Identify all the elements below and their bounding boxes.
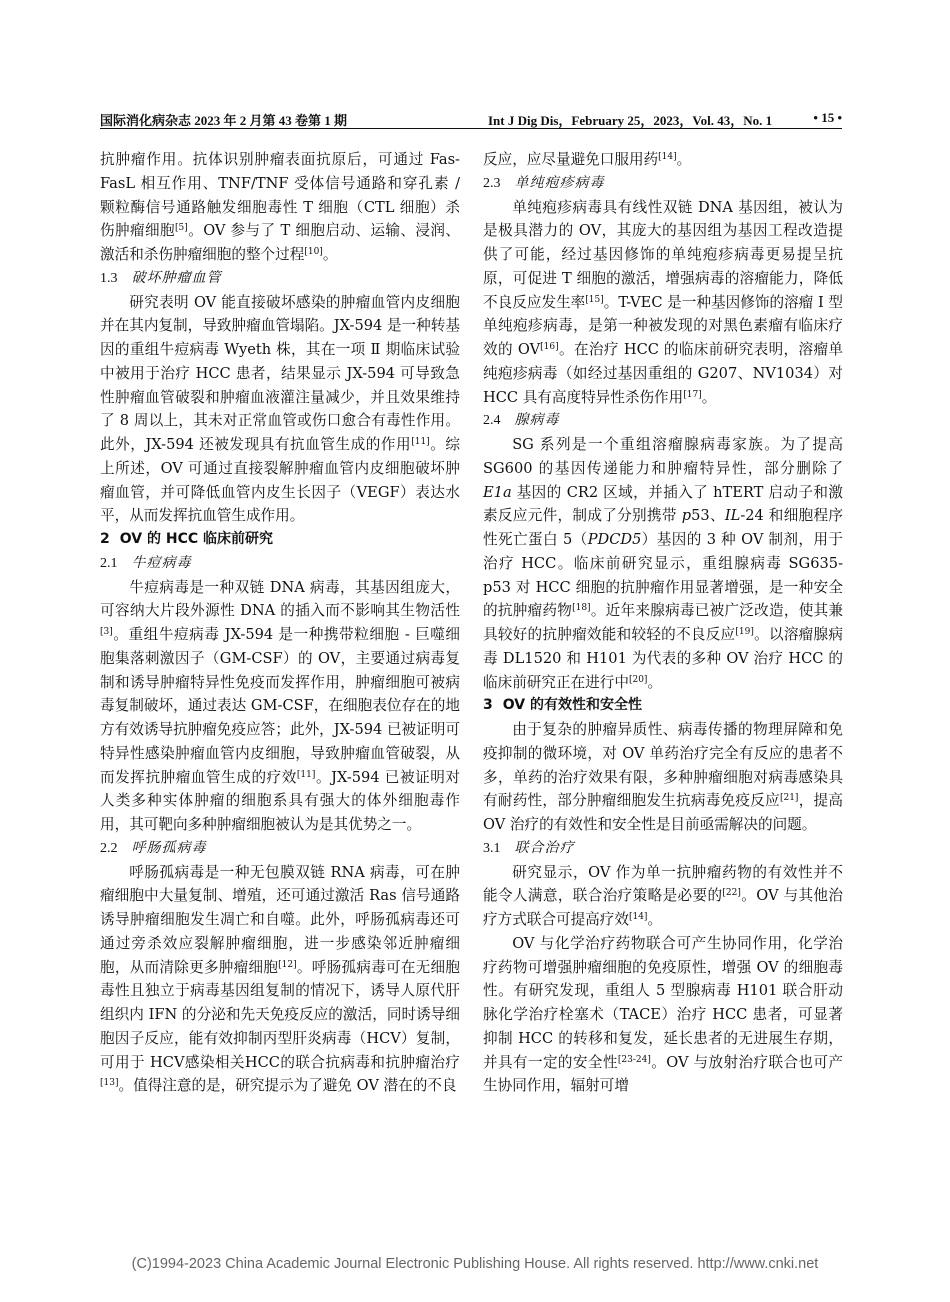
paragraph: 抗肿瘤作用。抗体识别肿瘤表面抗原后，可通过 Fas-FasL 相互作用、TNF/TNF 受体信号通路和穿孔素 / 颗粒酶信号通路触发细胞毒性 T 细胞（CTL 细胞）杀伤肿瘤细胞[5]。OV 参与了 T 细胞启动、运输、浸润、激活和杀伤肿瘤细胞的整个过程[10]。 bbox=[100, 151, 460, 263]
header-rule bbox=[100, 128, 842, 129]
section-heading-3: 3 OV 的有效性和安全性 bbox=[483, 697, 642, 714]
citation[interactable]: [5] bbox=[175, 223, 188, 234]
citation[interactable]: [16] bbox=[540, 342, 559, 352]
citation[interactable]: [15] bbox=[585, 294, 604, 305]
citation[interactable]: [12] bbox=[278, 959, 297, 970]
page-number: • 15 • bbox=[813, 110, 842, 125]
section-heading-2-3: 2.3 单纯疱疹病毒 bbox=[483, 174, 605, 191]
paragraph: 研究显示，OV 作为单一抗肿瘤药物的有效性并不能令人满意，联合治疗策略是必要的[22]。OV 与其他治疗方式联合可提高疗效[14]。 bbox=[483, 863, 843, 928]
citation[interactable]: [17] bbox=[683, 389, 702, 400]
gene-name: IL bbox=[724, 507, 741, 525]
citation[interactable]: [20] bbox=[628, 674, 648, 685]
running-header bbox=[100, 110, 842, 128]
citation[interactable]: [11] bbox=[296, 769, 316, 780]
gene-name: E1a bbox=[483, 483, 512, 501]
citation[interactable]: [22] bbox=[722, 888, 741, 899]
section-heading-2-2: 2.2 呼肠孤病毒 bbox=[100, 839, 207, 856]
section-heading-3-1: 3.1 联合治疗 bbox=[483, 839, 575, 856]
paragraph: SG 系列是一个重组溶瘤腺病毒家族。为了提高 SG600 的基因传递能力和肿瘤特异性，部分删除了 E1a 基因的 CR2 区域，并插入了 hTERT 启动子和激素反应元件，制成了分别携带 p53、IL-24 和细胞程序性死亡蛋白 5（PDCD5）基因的 3 种 OV 制剂，用于治疗 HCC。临床前研究显示，重组腺病毒 SG635-p53 对 HCC 细胞的抗肿瘤作用显著增强，是一种安全的抗肿瘤药物[18]。近年来腺病毒已被广泛改造，使其兼具较好的抗肿瘤效能和较轻的不良反应[19]。以溶瘤腺病毒 DL1520 和 H101 为代表的多种 OV 治疗 HCC 的临床前研究正在进行中[20]。 bbox=[483, 436, 844, 691]
left-column bbox=[100, 148, 460, 1098]
citation[interactable]: [3] bbox=[100, 627, 113, 637]
citation[interactable]: [10] bbox=[304, 247, 323, 257]
section-heading-1-3: 1.3 破坏肿瘤血管 bbox=[100, 269, 222, 286]
journal-title-cn: 国际消化病杂志 2023 年 2 月第 43 卷第 1 期 bbox=[100, 113, 348, 128]
section-heading-2-4: 2.4 腺病毒 bbox=[483, 412, 560, 429]
citation[interactable]: [14] bbox=[628, 912, 648, 922]
citation[interactable]: [21] bbox=[779, 793, 799, 804]
paragraph: OV 与化学治疗药物联合可产生协同作用，化学治疗药物可增强肿瘤细胞的免疫原性，增强 OV 的细胞毒性。有研究发现，重组人 5 型腺病毒 H101 联合肝动脉化学治疗栓塞术（TACE）治疗 HCC 患者，可显著抑制 HCC 的转移和复发，延长患者的无进展生存期，并具有一定的安全性[23-24]。OV 与放射治疗联合也可产生协同作用，辐射可增 bbox=[483, 934, 843, 1095]
paragraph: 牛痘病毒是一种双链 DNA 病毒，其基因组庞大，可容纳大片段外源性 DNA 的插入而不影响其生物活性[3]。重组牛痘病毒 JX-594 是一种携带粒细胞 - 巨噬细胞集落刺激因子（GM-CSF）的 OV，主要通过病毒复制和诱导肿瘤特异性免疫而发挥作用，肿瘤细胞可被病毒复制破坏，通过表达 GM-CSF，在细胞表位存在的地方有效诱导抗肿瘤免疫应答；此外，JX-594 已被证明可特异性感染肿瘤血管内皮细胞，导致肿瘤血管破裂，从而发挥抗肿瘤血管生成的疗效[11]。JX-594 已被证明对人类多种实体肿瘤的细胞系具有强大的体外细胞毒作用，其可靶向多种肿瘤细胞被认为是其优势之一。 bbox=[100, 578, 460, 833]
paragraph: 反应，应尽量避免口服用药[14]。 bbox=[483, 151, 692, 168]
citation[interactable]: [19] bbox=[735, 627, 754, 637]
citation[interactable]: [23-24] bbox=[617, 1054, 651, 1065]
paragraph: 由于复杂的肿瘤异质性、病毒传播的物理屏障和免疫抑制的微环境，对 OV 单药治疗完全有反应的患者不多，单药的治疗效果有限，多种肿瘤细胞对病毒感染具有耐药性，部分肿瘤细胞发生抗病毒免疫反应[21]，提高 OV 治疗的有效性和安全性是目前亟需解决的问题。 bbox=[483, 721, 843, 833]
citation[interactable]: [13] bbox=[100, 1078, 119, 1089]
copyright-footer: (C)1994-2023 China Academic Journal Electronic Publishing House. All rights reserved. http://www.cnki.net bbox=[131, 1256, 819, 1272]
paragraph: 单纯疱疹病毒具有线性双链 DNA 基因组，被认为是极具潜力的 OV，其庞大的基因组为基因工程改造提供了可能，经过基因修饰的单纯疱疹病毒更易提呈抗原，可促进 T 细胞的激活，增强病毒的溶瘤能力，降低不良反应发生率[15]。T-VEC 是一种基因修饰的溶瘤 Ⅰ 型单纯疱疹病毒，是第一种被发现的对黑色素瘤有临床疗效的 OV[16]。在治疗 HCC 的临床前研究表明，溶瘤单纯疱疹病毒（如经过基因重组的 G207、NV1034）对 HCC 具有高度特异性杀伤作用[17]。 bbox=[483, 198, 844, 406]
journal-title-en: Int J Dig Dis，February 25，2023，Vol. 43，No. 1 bbox=[488, 113, 773, 128]
paragraph: 呼肠孤病毒是一种无包膜双链 RNA 病毒，可在肿瘤细胞中大量复制、增殖，还可通过激活 Ras 信号通路诱导肿瘤细胞发生凋亡和自噬。此外，呼肠孤病毒还可通过旁杀效应裂解肿瘤细胞，进一步感染邻近肿瘤细胞，从而清除更多肿瘤细胞[12]。呼肠孤病毒可在无细胞毒性且独立于病毒基因组复制的情况下，诱导人原代肝组织内 IFN 的分泌和先天免疫反应的激活，同时诱导细胞因子反应，能有效抑制丙型肝炎病毒（HCV）复制，可用于 HCV感染相关HCC的联合抗病毒和抗肿瘤治疗[13]。值得注意的是，研究提示为了避免 OV 潜在的不良 bbox=[100, 863, 460, 1095]
gene-name: p bbox=[681, 507, 692, 525]
paragraph: 研究表明 OV 能直接破坏感染的肿瘤血管内皮细胞并在其内复制，导致肿瘤血管塌陷。JX-594 是一种转基因的重组牛痘病毒 Wyeth 株，其在一项 Ⅱ 期临床试验中被用于治疗 HCC 患者，结果显示 JX-594 可导致急性肿瘤血管破裂和肿瘤血液灌注量减少，并且效果维持了 8 周以上，其未对正常血管或伤口愈合有毒性作用。此外，JX-594 还被发现具有抗血管生成的作用[11]。综上所述，OV 可通过直接裂解肿瘤血管内皮细胞破坏肿瘤血管，并可降低血管内皮生长因子（VEGF）表达水平，从而发挥抗血管生成作用。 bbox=[100, 293, 460, 525]
right-column bbox=[483, 148, 843, 1098]
citation[interactable]: [11] bbox=[411, 437, 430, 447]
citation[interactable]: [18] bbox=[572, 603, 591, 614]
section-heading-2-1: 2.1 牛痘病毒 bbox=[100, 554, 192, 571]
section-heading-2: 2 OV 的 HCC 临床前研究 bbox=[100, 531, 273, 547]
citation[interactable]: [14] bbox=[658, 152, 677, 162]
gene-name: PDCD5 bbox=[587, 531, 642, 548]
